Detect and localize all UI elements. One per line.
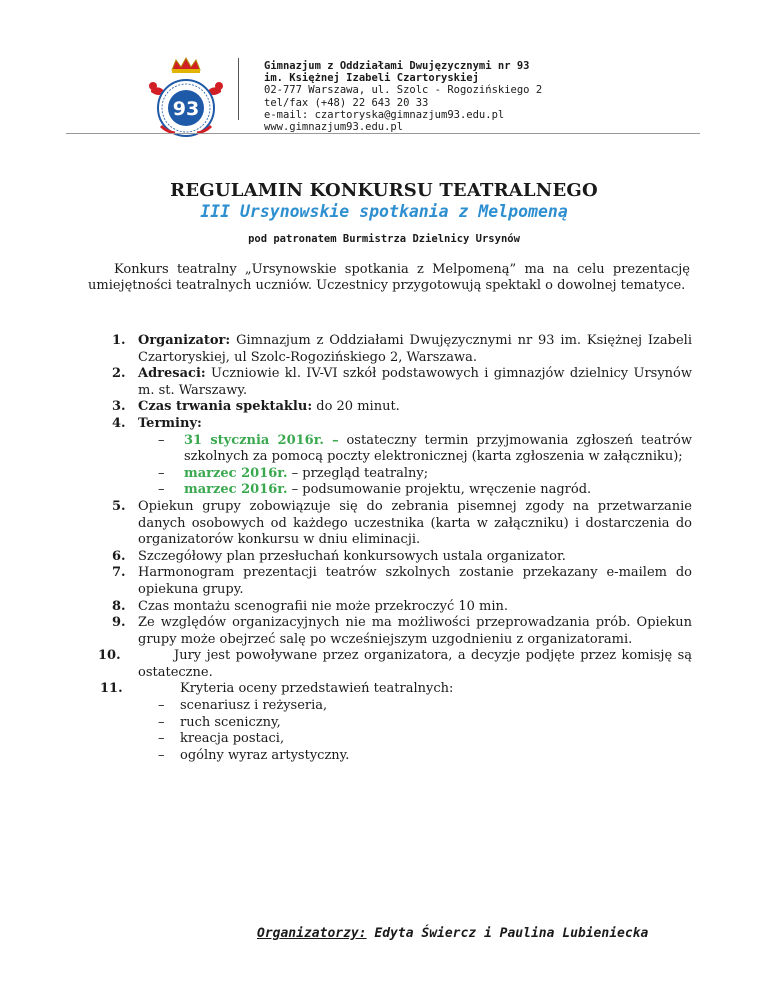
document-subtitle: III Ursynowskie spotkania z Melpomeną [200,202,568,221]
list-item [112,499,692,549]
rules-list [98,333,692,764]
dash-bullet: – [158,747,165,763]
term-item [112,433,692,466]
criteria-text: scenariusz i reżyseria, [180,698,328,714]
item-number: 1. [112,333,126,348]
criteria-text: ogólny wyraz artystyczny. [180,747,350,763]
criteria-item [138,748,692,765]
document-title: REGULAMIN KONKURSU TEATRALNEGO [170,180,598,201]
item-text: Ze względów organizacyjnych nie ma możliwości przeprowadzania prób. Opiekun grupy może obejrzeć salę po wcześniejszym uzgodnieniu z organizatorami. [138,615,692,647]
item-number: 6. [112,548,126,564]
header-divider [238,58,239,120]
item-number: 3. [112,399,126,415]
list-item [100,681,692,698]
list-item [112,416,692,433]
item-text: Harmonogram prezentacji teatrów szkolnych zostanie przekazany e-mailem do opiekuna grupy. [138,565,692,597]
term-item [112,482,692,499]
logo-number: 93 [172,98,200,120]
item-text: Uczniowie kl. IV-VI szkół podstawowych i gimnazjów dzielnicy Ursynów m. st. Warszawy. [138,366,692,398]
item-text: Szczegółowy plan przesłuchań konkursowych ustala organizator. [138,548,566,564]
intro-paragraph: Konkurs teatralny „Ursynowskie spotkania z Melpomeną” ma na celu prezentację umiejętności teatralnych uczniów. Uczestnicy przygotowują spektakl o dowolnej tematyce. [88,262,690,294]
item-label: Organizator: [138,333,231,348]
list-item [112,366,692,399]
header-rule [66,133,700,134]
list-item [112,615,692,648]
item-text: Gimnazjum z Oddziałami Dwujęzycznymi nr 93 im. Księżnej Izabeli Czartoryskiej, ul Szolc-Rogozińskiego 2, Warszawa. [138,333,692,365]
item-number: 7. [112,565,126,581]
list-item [98,648,692,681]
item-text: Opiekun grupy zobowiązuje się do zebrania pisemnej zgody na przetwarzanie danych osobowych od każdego uczestnika (karta w załączniku) i dostarczenia do organizatorów konkursu w dniu eliminacji. [138,498,692,548]
criteria-text: ruch sceniczny, [180,714,281,730]
criteria-item [138,698,692,715]
organizers-names: Edyta Świercz i Paulina Lubieniecka [366,926,649,941]
term-date: marzec 2016r. [184,465,288,481]
school-patron: im. Księżnej Izabeli Czartoryskiej [264,72,479,85]
item-number: 9. [112,615,126,631]
list-item [112,399,692,416]
term-text: – podsumowanie projektu, wręczenie nagród. [287,482,592,498]
dash-bullet: – [158,731,165,747]
item-text: Czas montażu scenografii nie może przekroczyć 10 min. [138,598,509,614]
school-email: e-mail: czartoryska@gimnazjum93.edu.pl [264,108,505,121]
item-number: 4. [112,415,126,431]
school-logo [143,56,229,142]
item-text: Kryteria oceny przedstawień teatralnych: [180,681,454,697]
item-label: Terminy: [138,415,202,431]
organizers-footer [257,926,648,941]
item-number: 10. [98,648,121,664]
school-address: 02-777 Warszawa, ul. Szolc - Rogozińskiego 2 [264,84,543,97]
crown-icon [172,58,200,73]
school-phone: tel/fax (+48) 22 643 20 33 [264,96,429,109]
term-date: 31 stycznia 2016r. – [184,432,339,448]
item-label: Czas trwania spektaklu: [138,399,313,415]
criteria-item [138,731,692,748]
term-date: marzec 2016r. [184,482,288,498]
item-number: 8. [112,598,126,614]
term-item [112,466,692,483]
school-website: www.gimnazjum93.edu.pl [264,121,404,134]
patronage-line: pod patronatem Burmistrza Dzielnicy Ursynów [248,233,520,245]
list-item [112,599,692,616]
item-number: 2. [112,366,126,382]
criteria-text: kreacja postaci, [180,731,285,747]
item-label: Adresaci: [138,366,206,382]
term-text: – przegląd teatralny; [287,465,429,481]
item-number: 11. [100,681,123,697]
criteria-list [112,698,692,764]
term-text: ostateczny termin przyjmowania zgłoszeń teatrów szkolnych za pomocą poczty elektronicznej (karta zgłoszenia w załączniku); [184,432,692,465]
dash-bullet: – [158,698,165,714]
dash-bullet: – [158,482,165,498]
list-item [112,549,692,566]
dash-bullet: – [158,465,165,481]
school-name: Gimnazjum z Oddziałami Dwujęzycznymi nr 93 [264,60,530,72]
list-item [112,565,692,598]
list-item [112,333,692,366]
item-text: Jury jest powoływane przez organizatora, a decyzje podjęte przez komisję są ostateczne. [138,648,692,680]
organizers-label: Organizatorzy: [257,926,367,941]
item-number: 5. [112,498,126,514]
criteria-item [138,715,692,732]
school-info [264,60,542,133]
dash-bullet: – [158,432,165,448]
item-text: do 20 minut. [312,399,400,415]
dash-bullet: – [158,714,165,730]
